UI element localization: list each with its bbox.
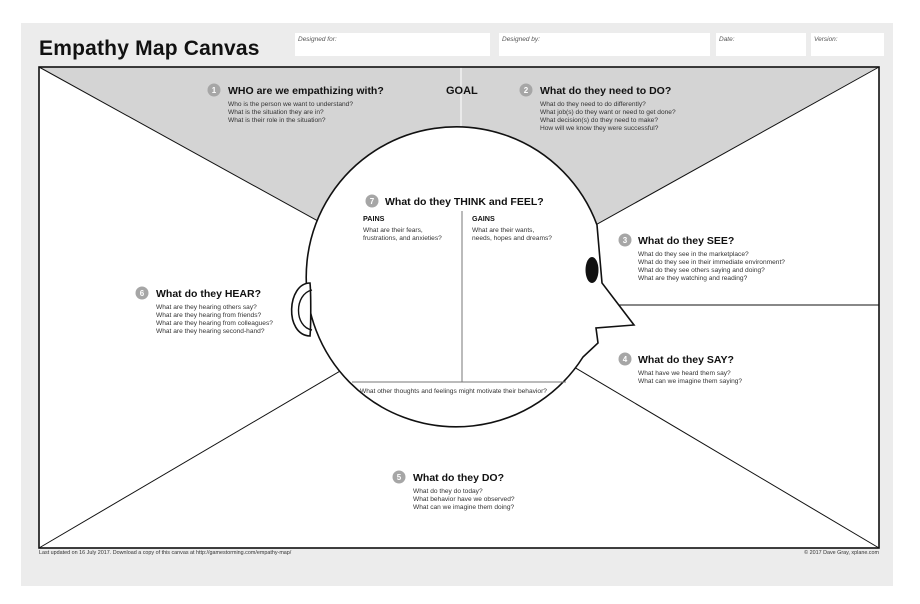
section-line: What job(s) do they want or need to get done? [540,109,676,116]
section-line: What is their role in the situation? [228,117,326,124]
section-title: What do they need to DO? [540,85,672,97]
section-line: What are they hearing others say? [156,304,257,311]
badge-number: 3 [622,236,628,245]
section-line: What are they hearing second-hand? [156,328,265,335]
eye [586,257,599,283]
badge-number: 4 [622,355,628,364]
section-line: What can we imagine them doing? [413,504,515,511]
footer-copyright: © 2017 Dave Gray, xplane.com [804,550,879,556]
badge-number: 1 [211,86,217,95]
section-title: WHO are we empathizing with? [228,85,384,97]
gains-title: GAINS [472,214,495,223]
section-line: What decision(s) do they need to make? [540,117,659,124]
gains-line: needs, hopes and dreams? [472,235,552,242]
section-title: What do they SAY? [638,354,734,366]
section-line: Who is the person we want to understand? [228,101,353,108]
badge-number: 7 [369,197,375,206]
section-title: What do they DO? [413,472,504,484]
section-line: What do they see others saying and doing? [638,267,765,274]
badge-number: 2 [523,86,529,95]
section-title: What do they HEAR? [156,288,261,300]
footer-update-note: Last updated on 16 July 2017. Download a copy of this canvas at http://gamestorming.com/empathy-map/ [39,550,292,556]
section-line: What behavior have we observed? [413,496,515,503]
section-line: What do they see in the marketplace? [638,251,749,258]
pains-line: frustrations, and anxieties? [363,235,442,242]
pains-line: What are their fears, [363,227,423,234]
section-line: What is the situation they are in? [228,109,324,116]
section-line: What do they see in their immediate environment? [638,259,785,266]
designed-for-label: Designed for: [298,36,337,43]
section-line: What are they hearing from colleagues? [156,320,273,327]
other-thoughts-line: What other thoughts and feelings might motivate their behavior? [360,388,547,395]
section-hear [136,287,274,336]
goal-label: GOAL [446,85,478,97]
section-line: What have we heard them say? [638,370,731,377]
badge-number: 5 [396,473,402,482]
gains-line: What are their wants, [472,227,535,234]
version-label: Version: [814,36,838,43]
section-title: What do they SEE? [638,235,735,247]
pains-title: PAINS [363,214,385,223]
section-line: How will we know they were successful? [540,125,659,132]
badge-number: 6 [139,289,145,298]
section-line: What do they do today? [413,488,483,495]
date-label: Date: [719,36,735,43]
section-title: What do they THINK and FEEL? [385,196,544,208]
section-line: What can we imagine them saying? [638,378,743,385]
designed-by-label: Designed by: [502,36,540,43]
section-line: What do they need to do differently? [540,101,646,108]
section-line: What are they watching and reading? [638,275,748,282]
section-line: What are they hearing from friends? [156,312,262,319]
page-title: Empathy Map Canvas [39,37,260,60]
